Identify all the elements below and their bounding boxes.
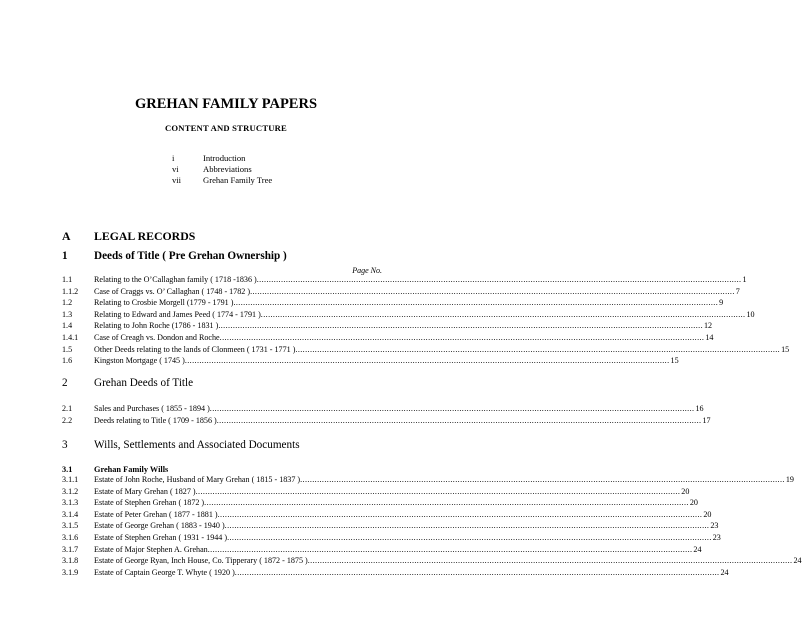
toc-entry-page: 17 <box>702 415 711 425</box>
intro-list <box>172 153 272 187</box>
toc-section-2 <box>62 404 711 427</box>
toc-entry-title: Case of Creagh vs. Dondon and Roche <box>94 332 220 342</box>
toc-entry-title: Other Deeds relating to the lands of Clonmeen ( 1731 - 1771 ) <box>94 344 296 354</box>
toc-entry-number: 3.1.1 <box>62 475 79 484</box>
subsection-3-1-heading <box>62 465 168 474</box>
section-num: 3 <box>62 439 68 451</box>
toc-leader-dots: ........................................................................................................................................................................................................ <box>216 415 702 425</box>
toc-entry <box>62 567 729 580</box>
toc-entry-number: 3.1.7 <box>62 544 79 554</box>
toc-entry-page: 15 <box>670 356 679 366</box>
toc-entry-number: 1.6 <box>62 356 73 366</box>
toc-entry-number: 3.1.3 <box>62 498 79 508</box>
toc-entry-page: 14 <box>705 332 714 342</box>
section-num: 1 <box>62 250 68 262</box>
subsection-title: Grehan Family Wills <box>94 465 169 474</box>
toc-entry <box>62 356 679 368</box>
toc-leader-dots: ........................................................................................................................................................................................................ <box>300 475 785 484</box>
section-3-heading <box>62 439 300 451</box>
toc-entry-title: Estate of Mary Grehan ( 1827 ) <box>94 486 196 496</box>
toc-leader-dots: ........................................................................................................................................................................................................ <box>256 275 742 284</box>
toc-leader-dots: ........................................................................................................................................................................................................ <box>233 298 719 308</box>
toc-entry <box>62 298 724 310</box>
toc-entry-number: 1.1.2 <box>62 286 79 296</box>
toc-entry-page: 15 <box>781 344 790 354</box>
intro-item-num: i <box>172 153 175 163</box>
toc-entry-page: 20 <box>681 486 690 496</box>
toc-entry <box>62 332 714 345</box>
section-title: Deeds of Title ( Pre Grehan Ownership ) <box>94 250 287 262</box>
toc-entry-title: Estate of George Ryan, Inch House, Co. Tipperary ( 1872 - 1875 ) <box>94 556 308 566</box>
toc-leader-dots: ........................................................................................................................................................................................................ <box>224 521 710 531</box>
part-label: LEGAL RECORDS <box>94 229 196 243</box>
toc-entry <box>62 509 712 522</box>
intro-item-num: vii <box>172 175 182 186</box>
toc-entry-number: 3.1.6 <box>62 532 79 542</box>
document-title: GREHAN FAMILY PAPERS <box>134 96 318 112</box>
intro-item <box>172 153 272 164</box>
toc-entry-page: 24 <box>720 567 729 577</box>
document-subtitle: CONTENT AND STRUCTURE <box>165 123 287 133</box>
toc-section-3 <box>62 475 802 579</box>
toc-entry-page: 7 <box>735 286 740 296</box>
toc-entry <box>62 275 747 287</box>
toc-leader-dots: ........................................................................................................................................................................................................ <box>209 404 695 413</box>
toc-entry-number: 1.4.1 <box>62 332 79 342</box>
toc-entry-page: 23 <box>712 532 721 542</box>
part-a-heading <box>62 229 195 244</box>
toc-entry-number: 3.1.5 <box>62 521 79 531</box>
toc-entry-page: 9 <box>719 298 724 308</box>
toc-leader-dots: ........................................................................................................................................................................................................ <box>260 309 746 319</box>
toc-entry-number: 3.1.8 <box>62 556 79 566</box>
toc-entry <box>62 309 755 322</box>
toc-entry <box>62 521 719 533</box>
toc-leader-dots: ........................................................................................................................................................................................................ <box>234 567 720 577</box>
toc-entry <box>62 475 794 487</box>
toc-entry-title: Deeds relating to Title ( 1709 - 1856 ) <box>94 415 217 425</box>
toc-entry-number: 1.2 <box>62 298 73 308</box>
toc-entry <box>62 544 702 557</box>
toc-entry-page: 24 <box>693 544 702 554</box>
toc-entry-title: Estate of George Grehan ( 1883 - 1940 ) <box>94 521 225 531</box>
section-title: Wills, Settlements and Associated Documents <box>94 439 300 451</box>
toc-entry-title: Relating to the O’Callaghan family ( 1718 -1836 ) <box>94 275 257 284</box>
toc-entry-title: Relating to Crosbie Morgell (1779 - 1791 ) <box>94 298 234 308</box>
section-num: 2 <box>62 377 68 389</box>
section-title: Grehan Deeds of Title <box>94 377 194 389</box>
toc-entry <box>62 556 802 568</box>
toc-entry-page: 1 <box>742 275 747 284</box>
toc-entry <box>62 344 790 357</box>
intro-item-label: Abbreviations <box>203 164 252 175</box>
toc-entry <box>62 532 721 545</box>
toc-entry-title: Relating to Edward and James Peed ( 1774 - 1791 ) <box>94 309 261 319</box>
toc-entry-page: 10 <box>746 309 755 319</box>
toc-leader-dots: ........................................................................................................................................................................................................ <box>227 532 712 542</box>
subsection-num: 3.1 <box>62 465 73 474</box>
toc-entry <box>62 486 690 499</box>
part-letter: A <box>62 229 71 243</box>
toc-entry-number: 1.5 <box>62 344 73 354</box>
toc-section-1 <box>62 275 790 368</box>
toc-entry-number: 3.1.4 <box>62 509 79 519</box>
toc-entry-page: 24 <box>793 556 802 566</box>
toc-entry-page: 12 <box>704 321 713 331</box>
toc-entry-page: 20 <box>689 498 698 508</box>
toc-entry-number: 2.2 <box>62 415 73 425</box>
toc-entry-title: Estate of John Roche, Husband of Mary Grehan ( 1815 - 1837 ) <box>94 475 301 484</box>
toc-leader-dots: ........................................................................................................................................................................................................ <box>204 498 689 508</box>
toc-entry-title: Estate of Captain George T. Whyte ( 1920 ) <box>94 567 235 577</box>
section-2-heading <box>62 377 193 389</box>
toc-entry <box>62 404 704 416</box>
intro-item-label: Introduction <box>203 153 246 163</box>
toc-leader-dots: ........................................................................................................................................................................................................ <box>217 509 703 519</box>
toc-leader-dots: ........................................................................................................................................................................................................ <box>307 556 793 566</box>
intro-item <box>172 175 272 186</box>
intro-item-label: Grehan Family Tree <box>203 175 273 186</box>
toc-leader-dots: ........................................................................................................................................................................................................ <box>295 344 781 354</box>
toc-entry-title: Estate of Stephen Grehan ( 1931 - 1944 ) <box>94 532 228 542</box>
toc-leader-dots: ........................................................................................................................................................................................................ <box>250 286 735 296</box>
toc-entry-title: Kingston Mortgage ( 1745 ) <box>94 356 185 366</box>
toc-leader-dots: ........................................................................................................................................................................................................ <box>195 486 681 496</box>
toc-leader-dots: ........................................................................................................................................................................................................ <box>207 544 693 554</box>
toc-entry-title: Relating to John Roche (1786 - 1831 ) <box>94 321 219 331</box>
toc-entry <box>62 286 740 299</box>
toc-entry-number: 2.1 <box>62 404 73 413</box>
toc-entry <box>62 498 698 510</box>
section-1-heading <box>62 250 287 262</box>
toc-entry-number: 3.1.2 <box>62 486 79 496</box>
toc-entry <box>62 415 711 428</box>
toc-entry <box>62 321 713 333</box>
intro-item-num: vi <box>172 164 179 175</box>
toc-entry-number: 1.1 <box>62 275 73 284</box>
toc-leader-dots: ........................................................................................................................................................................................................ <box>184 356 670 366</box>
toc-entry-title: Estate of Stephen Grehan ( 1872 ) <box>94 498 205 508</box>
toc-entry-title: Case of Craggs vs. O’ Callaghan ( 1748 - 1782 ) <box>94 286 251 296</box>
toc-entry-number: 3.1.9 <box>62 567 79 577</box>
toc-entry-title: Estate of Major Stephen A. Grehan <box>94 544 208 554</box>
toc-entry-page: 20 <box>703 509 712 519</box>
toc-entry-page: 16 <box>695 404 704 413</box>
toc-entry-number: 1.4 <box>62 321 73 331</box>
toc-leader-dots: ........................................................................................................................................................................................................ <box>218 321 703 331</box>
toc-entry-title: Estate of Peter Grehan ( 1877 - 1881 ) <box>94 509 218 519</box>
toc-entry-page: 19 <box>785 475 794 484</box>
intro-item <box>172 164 272 175</box>
toc-entry-page: 23 <box>710 521 719 531</box>
toc-leader-dots: ........................................................................................................................................................................................................ <box>219 332 705 342</box>
toc-entry-title: Sales and Purchases ( 1855 - 1894 ) <box>94 404 210 413</box>
page-number-column-label: Page No. <box>352 266 382 275</box>
toc-entry-number: 1.3 <box>62 309 73 319</box>
